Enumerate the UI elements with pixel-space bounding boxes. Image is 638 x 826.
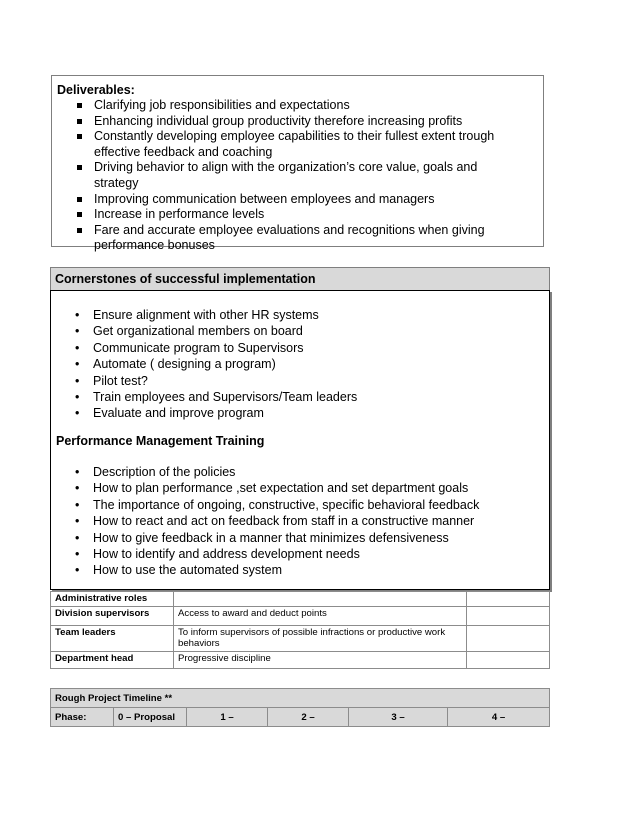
list-item: • Ensure alignment with other HR systems [75,308,319,322]
bullet-icon: • [75,390,80,405]
bullet-icon: • [75,481,80,496]
list-item: • Communicate program to Supervisors [75,340,304,355]
phase-label: Phase: [51,708,114,727]
list-item: Increase in performance levels [57,207,543,223]
list-item: Enhancing individual group productivity therefore increasing profits [57,114,543,130]
bullet-icon: • [75,497,80,512]
bullet-icon: • [75,465,80,479]
bullet-icon: • [75,547,80,562]
bullet-icon: • [75,530,80,545]
table-row [51,689,550,708]
square-bullet-icon [77,197,82,202]
list-item: • Train employees and Supervisors/Team leaders [75,390,358,405]
list-item: Fare and accurate employee evaluations and recognitions when giving performance bonuses [57,223,543,254]
square-bullet-icon [77,228,82,233]
deliverables-list [57,98,543,254]
bullet-icon: • [75,373,80,388]
timeline-title: Rough Project Timeline ** [51,689,550,708]
role-description: Access to award and deduct points [174,606,467,625]
list-item: Improving communication between employees and managers [57,192,543,208]
role-extra [467,651,550,668]
role-extra [467,606,550,625]
list-item: • Pilot test? [75,373,148,388]
list-item: • How to use the automated system [75,563,282,578]
phase-cell: 2 – [268,708,349,727]
bullet-icon: • [75,340,80,355]
list-item: Clarifying job responsibilities and expectations [57,98,543,114]
phase-cell: 0 – Proposal [114,708,187,727]
cornerstones-list [51,307,357,422]
bullet-icon: • [75,406,80,421]
list-item: • Get organizational members on board [75,324,303,339]
table-row [51,606,550,625]
list-item: • How to react and act on feedback from staff in a constructive manner [75,514,475,529]
list-item: Constantly developing employee capabilities to their fullest extent trough effective feedback and coaching [57,129,543,160]
table-row [51,651,550,668]
square-bullet-icon [77,119,82,124]
bullet-icon: • [75,324,80,339]
list-item: • Evaluate and improve program [75,406,264,421]
table-row [51,625,550,651]
role-description [174,592,467,607]
bullet-icon: • [75,563,80,578]
list-item: • How to give feedback in a manner that minimizes defensiveness [75,530,449,545]
role-extra [467,592,550,607]
role-description: Progressive discipline [174,651,467,668]
timeline-table [50,688,550,727]
square-bullet-icon [77,134,82,139]
bullet-icon: • [75,357,80,372]
square-bullet-icon [77,103,82,108]
training-heading: Performance Management Training [56,434,265,448]
list-item: • The importance of ongoing, constructive, specific behavioral feedback [75,497,480,512]
role-label: Administrative roles [51,592,174,607]
square-bullet-icon [77,212,82,217]
deliverables-title: Deliverables: [57,83,135,97]
role-label: Division supervisors [51,606,174,625]
table-row [51,708,550,727]
phase-cell: 4 – [448,708,550,727]
role-label: Team leaders [51,625,174,651]
cornerstones-box [50,290,550,590]
list-item: Driving behavior to align with the organization’s core value, goals and strategy [57,160,543,191]
role-label: Department head [51,651,174,668]
roles-table [50,591,550,669]
deliverables-box [51,75,544,253]
training-list [51,464,479,579]
cornerstones-heading: Cornerstones of successful implementation [50,267,550,291]
square-bullet-icon [77,165,82,170]
list-item: • How to plan performance ,set expectation and set department goals [75,481,469,496]
list-item: • How to identify and address development needs [75,547,360,562]
role-extra [467,625,550,651]
table-row [51,592,550,607]
bullet-icon: • [75,514,80,529]
list-item: • Automate ( designing a program) [75,357,276,372]
phase-cell: 1 – [187,708,268,727]
role-description: To inform supervisors of possible infractions or productive work behaviors [174,625,467,651]
bullet-icon: • [75,308,80,322]
list-item: • Description of the policies [75,465,236,479]
phase-cell: 3 – [349,708,448,727]
